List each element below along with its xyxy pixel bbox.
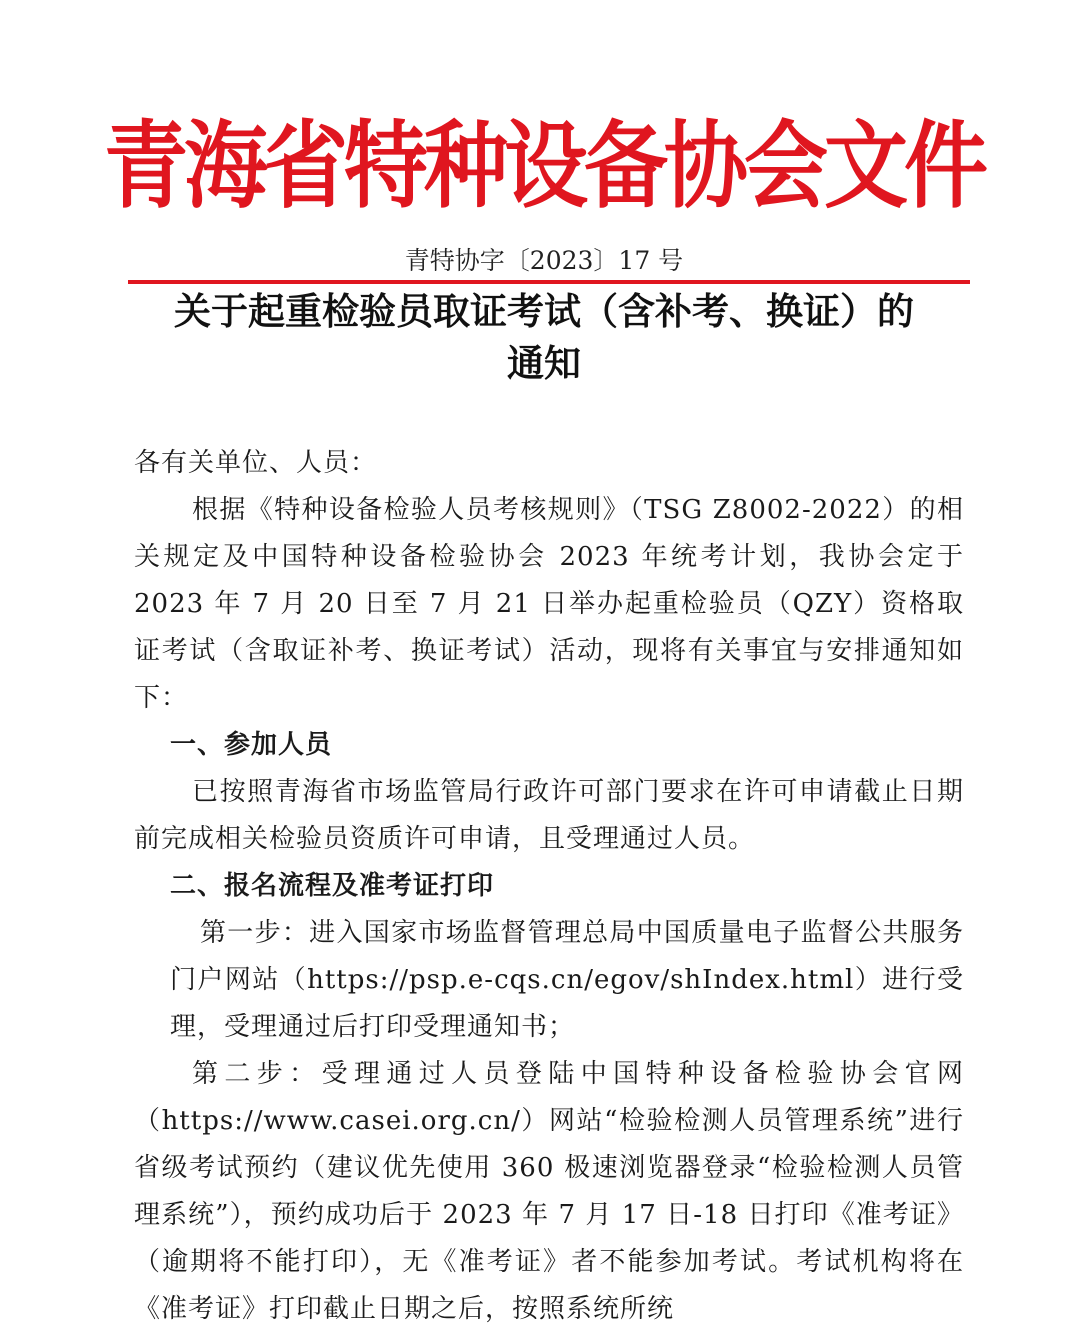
section-1-paragraph: 已按照青海省市场监管局行政许可部门要求在许可申请截止日期前完成相关检验员资质许可申请，且受理通过人员。: [134, 777, 964, 854]
intro-paragraph: 根据《特种设备检验人员考核规则》（TSG Z8002-2022）的相关规定及中国特种设备检验协会 2023 年统考计划，我协会定于 2023 年 7 月 20 日至 7 月 21 日举办起重检验员（QZY）资格取证考试（含取证补考、换证考试）活动，现将有关事宜与安排通知如下：: [134, 495, 964, 713]
step-1-block: [134, 910, 964, 1051]
section-2-heading: 二、报名流程及准考证打印: [170, 871, 495, 901]
step-2-paragraph: 第二步：受理通过人员登陆中国特种设备检验协会官网（https://www.casei.org.cn/）网站“检验检测人员管理系统”进行省级考试预约（建议优先使用 360 极速浏览器登录“检验检测人员管理系统”），预约成功后于 2023 年 7 月 17 日-18 日打印《准考证》（逾期将不能打印），无《准考证》者不能参加考试。考试机构将在《准考证》打印截止日期之后，按照系统所统: [134, 1059, 964, 1324]
notice-title-line-1: 关于起重检验员取证考试（含补考、换证）的: [174, 290, 914, 333]
red-divider-line: [128, 280, 970, 284]
salutation: 各有关单位、人员：: [134, 448, 378, 478]
document-number: 青特协字〔2023〕17 号: [404, 246, 684, 275]
step-1-paragraph: 第一步：进入国家市场监督管理总局中国质量电子监督公共服务门户网站（https://psp.e-cqs.cn/egov/shIndex.html）进行受理，受理通过后打印受理通知书；: [170, 918, 964, 1042]
section-1-heading: 一、参加人员: [170, 730, 333, 760]
notice-title: [100, 286, 988, 390]
notice-title-line-2: 通知: [507, 342, 581, 385]
organization-letterhead-title: 青海省特种设备协会文件: [103, 111, 984, 221]
notice-body: [134, 440, 964, 1333]
